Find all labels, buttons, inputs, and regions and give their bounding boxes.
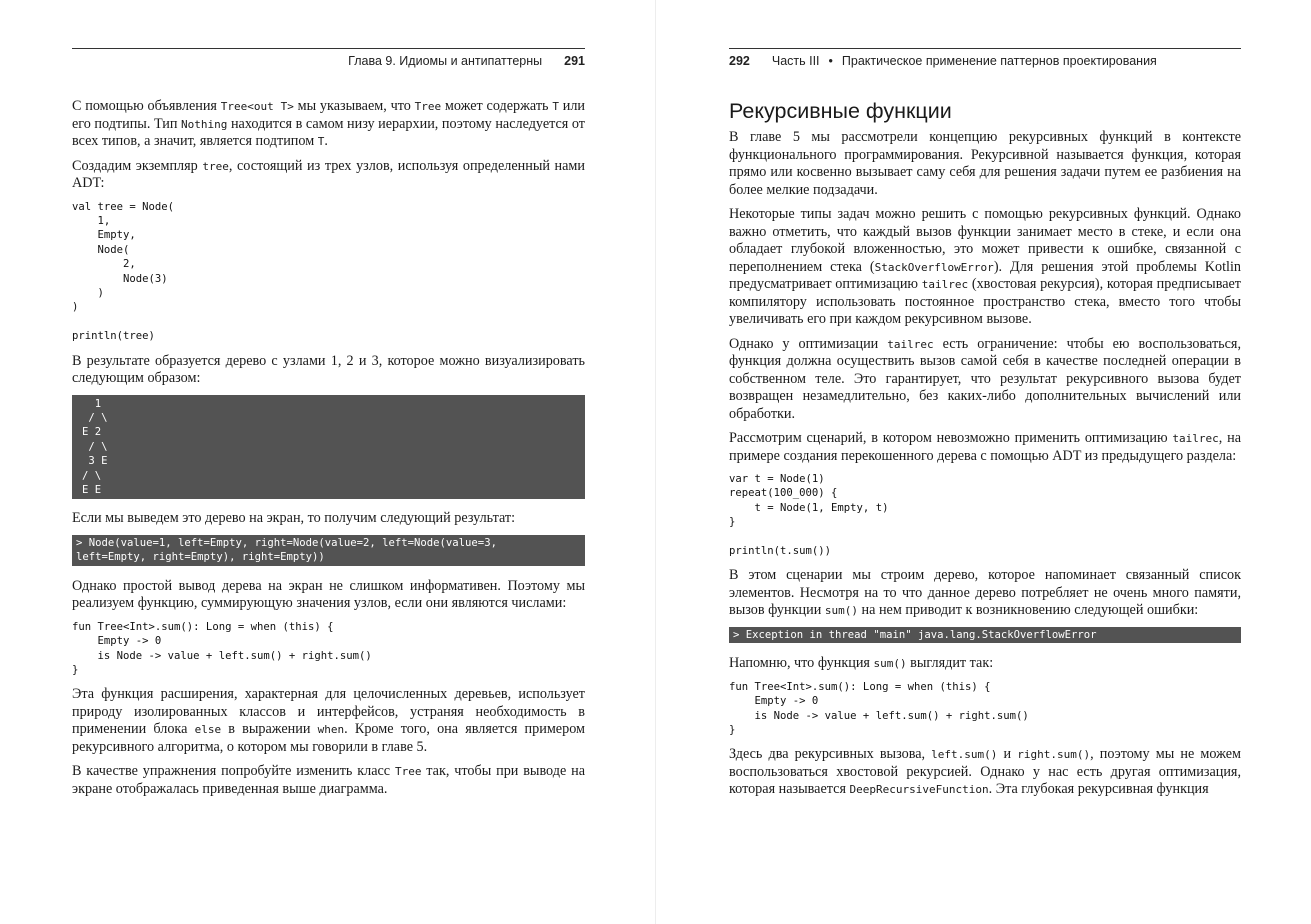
paragraph: В качестве упражнения попробуйте изменить класс Tree так, чтобы при выводе на экране отображалась приведенная выше диаграмма. xyxy=(72,763,585,797)
right-page xyxy=(656,0,1311,924)
paragraph: В этом сценарии мы строим дерево, которое напоминает связанный список элементов. Несмотря на то что данное дерево потребляет не очень много памяти, вызов функции sum() на нем приводит к возникновению следующей ошибки: xyxy=(729,567,1241,619)
paragraph: Рассмотрим сценарий, в котором невозможно применить оптимизацию tailrec, на примере создания перекошенного дерева с помощью ADT из предыдущего раздела: xyxy=(729,430,1241,464)
paragraph: Если мы выведем это дерево на экран, то получим следующий результат: xyxy=(72,510,516,527)
console-output: > Exception in thread "main" java.lang.StackOverflowError xyxy=(729,627,1241,643)
tree-diagram-block: 1 / \ E 2 / \ 3 E / \ E E xyxy=(72,395,585,500)
page-number: 291 xyxy=(564,54,585,68)
paragraph: Однако у оптимизации tailrec есть ограничение: чтобы ею воспользоваться, функция должна осуществить вызов самой себя в качестве последней операции в собственном теле. Это гарантирует, что результат рекурсивного вызова будет возвращен незамедлительно, без каких-либо дополнительных вычислений или обработки. xyxy=(729,335,1242,422)
code-listing: val tree = Node( 1, Empty, Node( 2, Node(3) ) ) println(tree) xyxy=(72,200,175,343)
section-title: Рекурсивные функции xyxy=(729,99,952,123)
paragraph: В результате образуется дерево с узлами 1, 2 и 3, которое можно визуализировать следующим образом: xyxy=(72,352,585,387)
left-page xyxy=(0,0,655,924)
running-header xyxy=(729,48,1241,70)
chapter-title: Глава 9. Идиомы и антипаттерны xyxy=(348,54,543,68)
paragraph: Напомню, что функция sum() выглядит так: xyxy=(729,655,994,672)
paragraph: Эта функция расширения, характерная для целочисленных деревьев, использует природу изолированных классов и интерфейсов, устраняя необходимость в применении блока else в выражении when. Кроме того, она является примером рекурсивного алгоритма, о котором мы говорили в главе 5. xyxy=(72,686,585,755)
paragraph: Однако простой вывод дерева на экран не слишком информативен. Поэтому мы реализуем функцию, суммирующую значения узлов, если они являются числами: xyxy=(72,577,585,612)
page-body xyxy=(72,98,585,805)
paragraph: Некоторые типы задач можно решить с помощью рекурсивных функций. Однако важно отметить, что каждый вызов функции занимает место в стеке, и если она обладает глубокой вложенностью, это может привести к ошибке, связанной с переполнением стека (StackOverflowError). Для решения этой проблемы Kotlin предусматривает оптимизацию tailrec (хвостовая рекурсия), которая предписывает компилятору использовать постоянное пространство стека, вместо того чтобы увеличивать его при каждом рекурсивном вызове. xyxy=(729,206,1241,327)
console-output: > Node(value=1, left=Empty, right=Node(value=2, left=Node(value=3, left=Empty, right=Empty), right=Empty)) xyxy=(72,535,585,566)
page-body xyxy=(729,98,1241,806)
paragraph: Здесь два рекурсивных вызова, left.sum() и right.sum(), поэтому мы не можем воспользоваться хвостовой рекурсией. Однако у нас есть другая оптимизация, которая называется DeepRecursiveFunction. Эта глубокая рекурсивная функция xyxy=(729,746,1241,798)
paragraph: С помощью объявления Tree<out T> мы указываем, что Tree может содержать T или его подтипы. Тип Nothing находится в самом низу иерархии, поэтому наследуется от всех типов, а значит, является подтипом T. xyxy=(72,98,585,149)
part-title: Практическое применение паттернов проектирования xyxy=(841,54,1157,68)
page-number: 292 xyxy=(729,54,750,68)
code-listing: var t = Node(1) repeat(100_000) { t = Node(1, Empty, t) } println(t.sum()) xyxy=(729,473,889,558)
code-listing: fun Tree<Int>.sum(): Long = when (this) { Empty -> 0 is Node -> value + left.sum() + right.sum() } xyxy=(72,620,372,676)
paragraph: В главе 5 мы рассмотрели концепцию рекурсивных функций в контексте функционального программирования. Рекурсивной называется функция, которая прямо или косвенно вызывает саму себя для решения задачи путем ее разбиения на более мелкие подзадачи. xyxy=(729,129,1241,198)
part-label: Часть III xyxy=(771,54,820,68)
paragraph: Создадим экземпляр tree, состоящий из трех узлов, используя определенный нами ADT: xyxy=(72,157,585,191)
bullet-separator: • xyxy=(828,54,833,68)
code-listing: fun Tree<Int>.sum(): Long = when (this) { Empty -> 0 is Node -> value + left.sum() + right.sum() } xyxy=(729,680,1029,737)
running-header xyxy=(72,48,585,70)
